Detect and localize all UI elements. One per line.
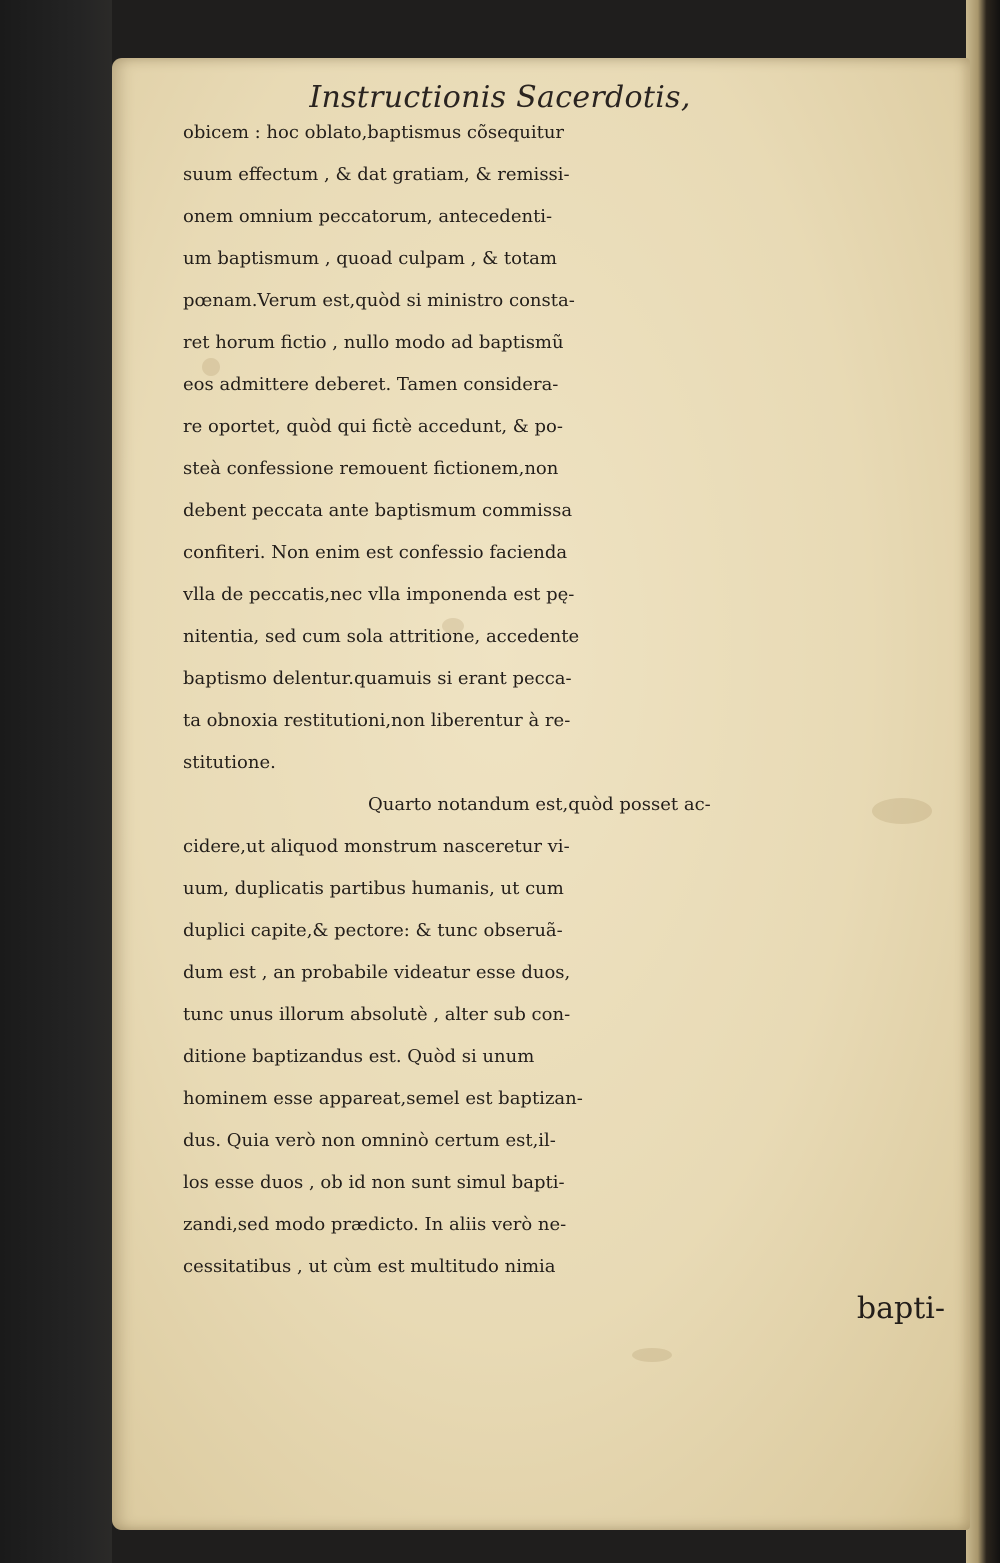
text-line: suum effectum , & dat gratiam, & remissi- — [183, 164, 570, 185]
text-line: pœnam.Verum est,quòd si ministro consta- — [183, 290, 575, 311]
text-line: confiteri. Non enim est confessio facienda — [183, 542, 568, 563]
text-line: dus. Quia verò non omninò certum est,il- — [183, 1130, 556, 1151]
text-line: baptismo delentur.quamuis si erant pecca- — [183, 668, 572, 689]
text-line: steà confessione remouent fictionem,non — [183, 458, 559, 479]
text-line: vlla de peccatis,nec vlla imponenda est pę- — [183, 584, 575, 605]
text-line: dum est , an probabile videatur esse duos, — [183, 962, 571, 983]
text-line: duplici capite,& pectore: & tunc obseruã- — [183, 920, 563, 941]
text-line: los esse duos , ob id non sunt simul bapti- — [183, 1172, 565, 1193]
text-line: debent peccata ante baptismum commissa — [183, 500, 573, 521]
text-line: ret horum fictio , nullo modo ad baptismũ — [183, 332, 564, 353]
catchword: bapti- — [856, 1291, 945, 1326]
text-line: zandi,sed modo prædicto. In aliis verò ne- — [183, 1214, 567, 1235]
book-spine-edge — [966, 0, 1000, 1563]
text-line: hominem esse appareat,semel est baptizan- — [183, 1088, 583, 1109]
text-block — [183, 112, 949, 1330]
running-head: Instructionis Sacerdotis, — [309, 80, 691, 115]
text-line: um baptismum , quoad culpam , & totam — [183, 248, 557, 269]
text-line: stitutione. — [183, 752, 276, 773]
text-line: ditione baptizandus est. Quòd si unum — [183, 1046, 535, 1067]
text-line: eos admittere deberet. Tamen considera- — [183, 374, 559, 395]
text-line: tunc unus illorum absolutè , alter sub con- — [183, 1004, 571, 1025]
text-line: cessitatibus , ut cùm est multitudo nimia — [183, 1256, 556, 1277]
text-line: cidere,ut aliquod monstrum nasceretur vi- — [183, 836, 570, 857]
text-line: ta obnoxia restitutioni,non liberentur à re- — [183, 710, 571, 731]
text-line: uum, duplicatis partibus humanis, ut cum — [183, 878, 564, 899]
text-line: obicem : hoc oblato,baptismus cõsequitur — [183, 122, 565, 143]
text-line: onem omnium peccatorum, antecedenti- — [183, 206, 553, 227]
book-cover-left — [0, 0, 112, 1563]
text-line: nitentia, sed cum sola attritione, accedente — [183, 626, 580, 647]
foxing-spot — [632, 1348, 672, 1362]
text-line: re oportet, quòd qui fictè accedunt, & po- — [183, 416, 563, 437]
text-line: Quarto notandum est,quòd posset ac- — [368, 794, 711, 815]
